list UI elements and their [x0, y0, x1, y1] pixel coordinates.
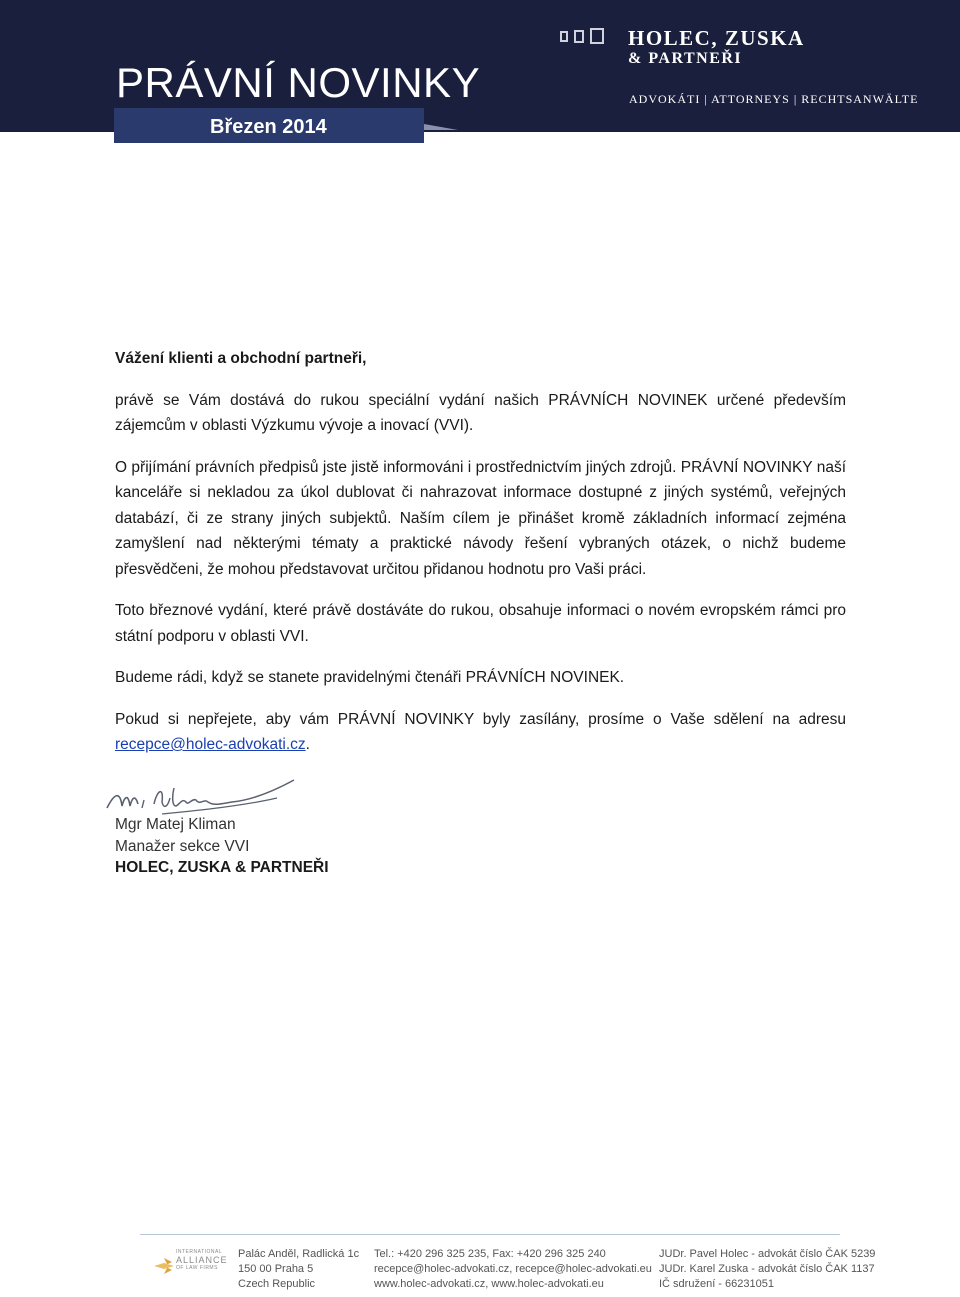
salutation: Vážení klienti a obchodní partneři, — [115, 350, 367, 367]
firm-name-line1: HOLEC, ZUSKA — [628, 26, 805, 50]
address-line: Czech Republic — [238, 1278, 316, 1290]
footer-partners — [659, 1247, 875, 1292]
partner-line: JUDr. Pavel Holec - advokát číslo ČAK 5239 — [659, 1248, 876, 1260]
newsletter-title: PRÁVNÍ NOVINKY — [116, 59, 481, 106]
letter-body — [115, 346, 846, 774]
signer-role: Manažer sekce VVI — [115, 837, 250, 855]
contact-line: Tel.: +420 296 325 235, Fax: +420 296 325 240 — [374, 1248, 606, 1260]
firm-name-line2: & PARTNEŘI — [628, 50, 743, 67]
issue-date: Březen 2014 — [210, 116, 327, 138]
paragraph-4: Budeme rádi, když se stanete pravidelnými čtenáři PRÁVNÍCH NOVINEK. — [115, 669, 625, 686]
partner-line: IČ sdružení - 66231051 — [659, 1278, 774, 1290]
alliance-big: ALLIANCE — [176, 1255, 228, 1265]
paragraph-5 — [115, 707, 846, 758]
footer-address — [238, 1247, 359, 1292]
email-link[interactable]: recepce@holec-advokati.cz — [115, 736, 306, 753]
date-band-wedge — [424, 124, 458, 130]
paragraph-2: O přijímání právních předpisů jste jistě informováni i prostřednictvím jiných zdrojů. PRÁVNÍ NOVINKY naší kanceláře si nekladou za úkol dublovat či nahrazovat informace dostupné z jiných systémů, veřejných databází, či ze strany jiných subjektů. Naším cílem je přinášet kromě základních informací zejména zamyšlení nad některými tématy a praktické návody řešení vybraných otázek, o nichž budeme přesvědčeni, že mohou představovat určitou přidanou hodnotu pro Vaši práci. — [115, 458, 846, 578]
alliance-small: INTERNATIONAL — [176, 1249, 223, 1255]
address-line: 150 00 Praha 5 — [238, 1263, 314, 1275]
signer-firm: HOLEC, ZUSKA & PARTNEŘI — [115, 859, 329, 876]
address-line: Palác Anděl, Radlická 1c — [238, 1248, 360, 1260]
paragraph-3: Toto březnové vydání, které právě dostáváte do rukou, obsahuje informaci o novém evropském rámci pro státní podporu v oblasti VVI. — [115, 602, 846, 645]
three-squares-logo-icon — [560, 31, 604, 44]
signer-name: Mgr Matej Kliman — [115, 816, 236, 833]
paragraph-1: právě se Vám dostává do rukou speciální vydání našich PRÁVNÍCH NOVINEK určené především zájemcům v oblasti Výzkumu vývoje a inovací (VVI). — [115, 391, 846, 434]
contact-line[interactable]: recepce@holec-advokati.cz, recepce@holec-advokati.eu — [374, 1263, 652, 1275]
signature-block — [115, 814, 329, 879]
footer-divider — [140, 1234, 840, 1235]
paragraph-5-end: . — [305, 736, 310, 753]
alliance-logo-text — [176, 1249, 228, 1271]
alliance-sub: OF LAW FIRMS — [176, 1265, 218, 1271]
firm-tagline: ADVOKÁTI | ATTORNEYS | RECHTSANWÄLTE — [629, 92, 919, 106]
partner-line: JUDr. Karel Zuska - advokát číslo ČAK 1137 — [659, 1263, 875, 1275]
unsubscribe-text: Pokud si nepřejete, aby vám PRÁVNÍ NOVINKY byly zasílány, prosíme o Vaše sdělení na adresu — [115, 710, 846, 728]
contact-line[interactable]: www.holec-advokati.cz, www.holec-advokati.eu — [374, 1278, 604, 1290]
footer-contact — [374, 1247, 652, 1292]
